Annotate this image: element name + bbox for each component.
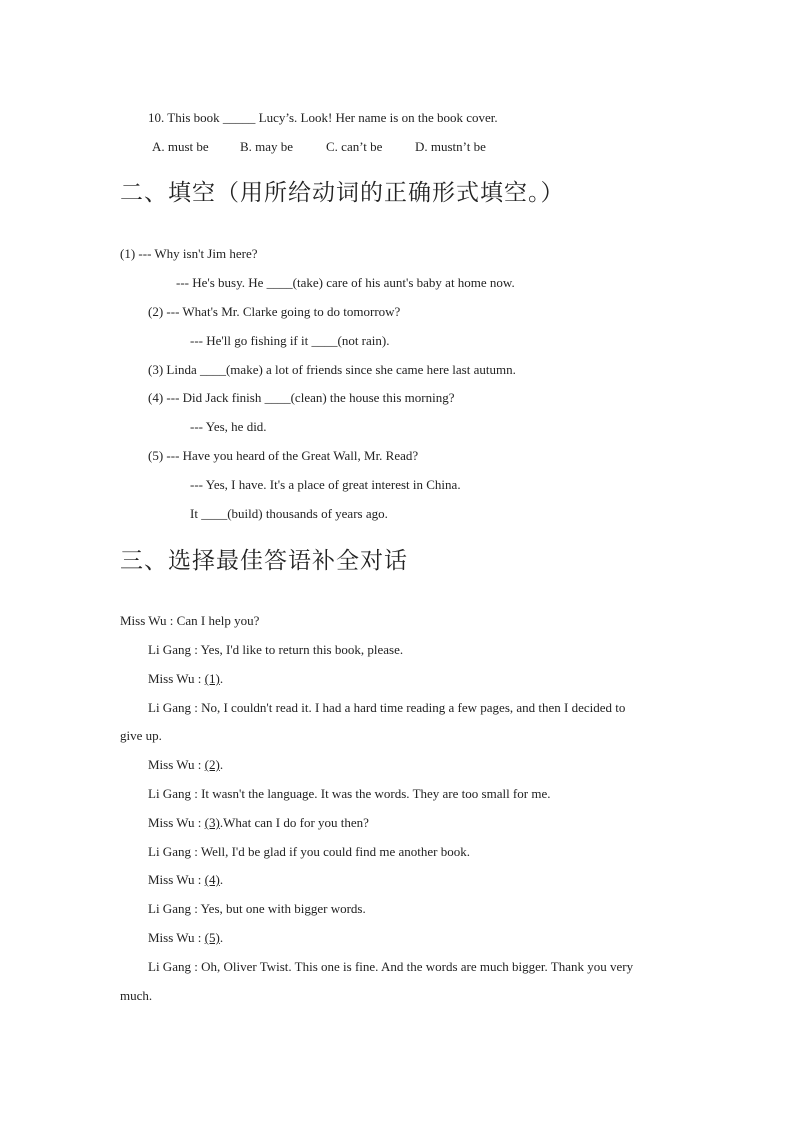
blank-1: (1) <box>204 671 220 686</box>
dialogue-line <box>120 613 259 629</box>
fill-line-8: (5) --- Have you heard of the Great Wall, Mr. Read? <box>148 448 419 463</box>
fill-line-3: (2) --- What's Mr. Clarke going to do tomorrow? <box>148 304 401 319</box>
utterance: Well, I'd be glad if you could find me another book. <box>200 844 471 859</box>
speaker: Miss Wu : <box>148 757 205 772</box>
fill-line-5: (3) Linda ____(make) a lot of friends since she came here last autumn. <box>148 362 516 377</box>
speaker: Miss Wu : <box>148 930 205 945</box>
fill-line-10: It ____(build) thousands of years ago. <box>190 506 388 521</box>
section-3-heading: 三、选择最佳答语补全对话 <box>120 548 408 574</box>
option-c: C. can’t be <box>326 139 383 154</box>
utterance: . <box>219 930 224 945</box>
dialogue-line <box>120 728 162 744</box>
dialogue-line <box>148 700 625 716</box>
fill-line-2: --- He's busy. He ____(take) care of his aunt's baby at home now. <box>176 275 515 290</box>
utterance: much. <box>120 988 153 1003</box>
dialogue-line <box>148 930 223 946</box>
speaker: Miss Wu : <box>148 815 205 830</box>
utterance: Yes, but one with bigger words. <box>200 901 366 916</box>
dialogue-line <box>148 642 403 658</box>
utterance: . <box>219 872 224 887</box>
dialogue-line <box>120 988 152 1004</box>
speaker: Miss Wu : <box>120 613 177 628</box>
question-10-options <box>152 139 486 155</box>
option-d: D. mustn’t be <box>415 139 486 154</box>
fill-line-6: (4) --- Did Jack finish ____(clean) the house this morning? <box>148 390 455 405</box>
speaker: Li Gang : <box>148 786 202 801</box>
fill-line-9: --- Yes, I have. It's a place of great interest in China. <box>190 477 461 492</box>
utterance: No, I couldn't read it. I had a hard time reading a few pages, and then I decided to <box>201 700 626 715</box>
dialogue-line <box>148 959 633 975</box>
utterance: .What can I do for you then? <box>219 815 369 830</box>
dialogue-line <box>148 844 470 860</box>
dialogue-line <box>148 786 550 802</box>
blank-3: (3) <box>204 815 220 830</box>
utterance: Can I help you? <box>176 613 260 628</box>
option-a: A. must be <box>152 139 209 154</box>
blank-4: (4) <box>204 872 220 887</box>
utterance: Yes, I'd like to return this book, please. <box>200 642 404 657</box>
fill-line-4: --- He'll go fishing if it ____(not rain). <box>190 333 390 348</box>
speaker: Miss Wu : <box>148 671 205 686</box>
utterance: . <box>219 757 224 772</box>
dialogue-line <box>148 872 223 888</box>
section-2-heading: 二、填空（用所给动词的正确形式填空。） <box>120 180 565 206</box>
fill-line-7: --- Yes, he did. <box>190 419 267 434</box>
utterance: Oh, Oliver Twist. This one is fine. And the words are much bigger. Thank you very <box>201 959 634 974</box>
dialogue-line <box>148 671 223 687</box>
dialogue-line <box>148 815 369 831</box>
option-b: B. may be <box>240 139 294 154</box>
blank-5: (5) <box>204 930 220 945</box>
utterance: . <box>219 671 224 686</box>
utterance: give up. <box>120 728 162 743</box>
utterance: It wasn't the language. It was the words. They are too small for me. <box>201 786 551 801</box>
speaker: Li Gang : <box>148 959 202 974</box>
speaker: Li Gang : <box>148 901 201 916</box>
question-10-stem: 10. This book _____ Lucy’s. Look! Her name is on the book cover. <box>148 110 498 125</box>
speaker: Li Gang : <box>148 700 202 715</box>
speaker: Miss Wu : <box>148 872 205 887</box>
dialogue-line <box>148 901 366 917</box>
speaker: Li Gang : <box>148 642 201 657</box>
dialogue-line <box>148 757 223 773</box>
fill-line-1: (1) --- Why isn't Jim here? <box>120 246 258 261</box>
speaker: Li Gang : <box>148 844 201 859</box>
blank-2: (2) <box>204 757 220 772</box>
